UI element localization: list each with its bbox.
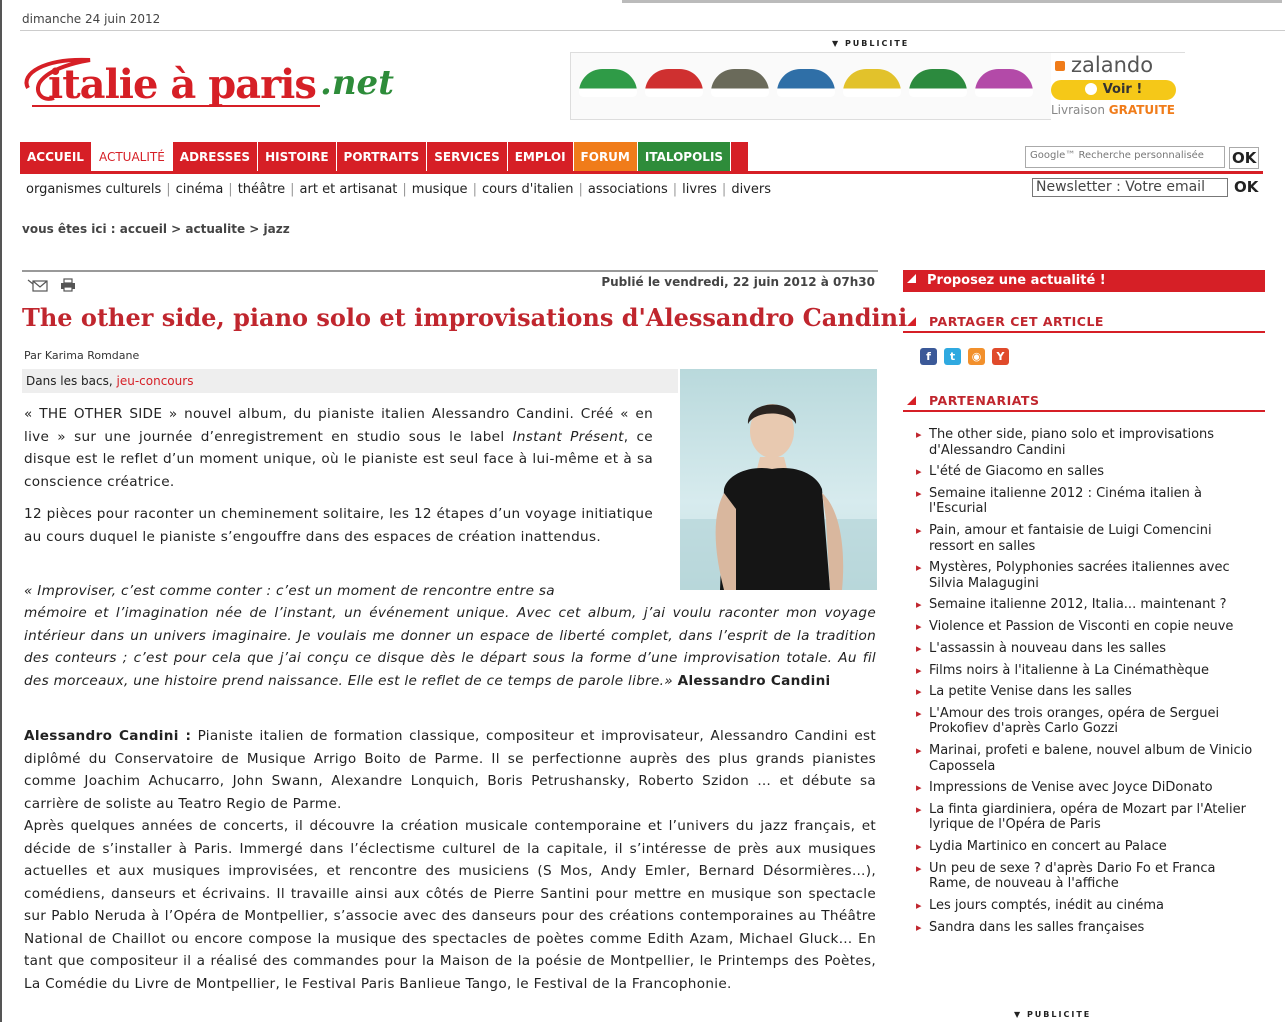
ad-banner[interactable] xyxy=(570,52,1185,120)
quote xyxy=(24,602,876,692)
article-title: The other side, piano solo et improvisations d'Alessandro Candini xyxy=(22,303,908,332)
partner-link[interactable]: ▸ The other side, piano solo et improvisations d'Alessandro Candini xyxy=(916,427,1256,458)
facebook-icon[interactable]: f xyxy=(920,348,937,365)
logo-suffix: .net xyxy=(320,63,394,103)
partners-heading: PARTENARIATS xyxy=(903,393,1265,412)
ad-shoe xyxy=(579,69,637,97)
p1-text-b: , ce disque est le reflet d’un moment unique, où le pianiste est seul face à lui-même et à sa conscience créatrice. xyxy=(24,428,653,490)
search-input[interactable]: Google™ Recherche personnalisée xyxy=(1025,146,1225,168)
article-top-rule xyxy=(22,270,878,272)
newsletter-email-input[interactable]: Newsletter : Votre email xyxy=(1032,178,1228,197)
artist-photo xyxy=(680,369,877,590)
header-date: dimanche 24 juin 2012 xyxy=(22,12,161,26)
quote-body: mémoire et l’imagination née de l’instant, un événement unique. Avec cet album, j’ai voulu raconter mon voyage intérieur dans un univers imaginaire. Je voulais me donner un espace de liberté complet, dans l’esprit de la tradition des conteurs ; c’est pour cela que j’ai conçu ce disque dès le départ sous la forme d’une improvisation totale. Au fil des morceaux, une histoire prend naissance. Elle est le reflet de ce temps de parole libre.» xyxy=(24,605,876,689)
partner-link[interactable]: ▸ Violence et Passion de Visconti en copie neuve xyxy=(916,619,1256,635)
subnav-item[interactable]: divers xyxy=(731,182,771,197)
partner-link[interactable]: ▸ La finta giardiniera, opéra de Mozart par l'Atelier lyrique de l'Opéra de Paris xyxy=(916,802,1256,833)
nav-item-emploi[interactable]: EMPLOI xyxy=(508,142,574,172)
search-ok-button[interactable]: OK xyxy=(1229,147,1259,169)
nav-item-accueil[interactable]: ACCUEIL xyxy=(20,142,92,172)
partner-link[interactable]: ▸ Lydia Martinico en concert au Palace xyxy=(916,839,1256,855)
partner-link[interactable]: ▸ Semaine italienne 2012 : Cinéma italien à l'Escurial xyxy=(916,486,1256,517)
partner-link[interactable]: ▸ L'été de Giacomo en salles xyxy=(916,464,1256,480)
nav-underline xyxy=(20,171,1263,174)
partner-link[interactable]: ▸ Impressions de Venise avec Joyce DiDonato xyxy=(916,780,1256,796)
partner-link[interactable]: ▸ L'assassin à nouveau dans les salles xyxy=(916,641,1256,657)
rss-icon[interactable]: ◉ xyxy=(968,348,985,365)
bio-name: Alessandro Candini : xyxy=(24,728,192,744)
ad-cta-button[interactable] xyxy=(1051,80,1176,100)
bio-paragraph-2: Après quelques années de concerts, il découvre la création musicale contemporaine et l’univers du jazz français, et décide de s’installer à Paris. Immergé dans l’éclectisme culturel de la capitale, il s’intéresse de près aux musiques actuelles et aux musiques improvisées, et rencontre des musiciens (S Mos, Andy Emler, Bernard Désormières…), comédiens, danseurs et écrivains. Il travaille ainsi aux côtés de Pierre Santini pour mettre en musique son spectacle sur Pablo Neruda à l’Opéra de Montpellier, s’associe avec des danseurs pour des créations contemporaines au Théâtre National de Chaillot ou encore compose la musique des spectacles de poètes comme Edith Azam, Michael Gluck… En tant que compositeur il a réalisé des commandes pour la Maison de la poésie de Montpellier, le Printemps des Poètes, La Comédie du Livre de Montpellier, le Festival Paris Banlieue Tango, le Festival de la Francophonie. xyxy=(24,818,876,992)
bio-paragraph-1 xyxy=(24,725,876,815)
ad-delivery-prefix: Livraison xyxy=(1051,103,1105,117)
partner-link[interactable]: ▸ Mystères, Polyphonies sacrées italiennes avec Silvia Malagugini xyxy=(916,560,1256,591)
zalando-panel xyxy=(1051,53,1186,121)
partner-link[interactable]: ▸ L'Amour des trois oranges, opéra de Serguei Prokofiev d'après Carlo Gozzi xyxy=(916,706,1256,737)
ad-label-text: PUBLICITE xyxy=(844,39,910,48)
subnav-item[interactable]: théâtre xyxy=(237,182,286,197)
logo-text: italie à paris xyxy=(48,61,316,108)
ad-label: ▼ PUBLICITE xyxy=(832,39,910,48)
publish-date: Publié le vendredi, 22 juin 2012 à 07h30 xyxy=(601,275,875,289)
section-prefix: Dans les bacs, xyxy=(26,374,113,388)
partner-link[interactable]: ▸ Semaine italienne 2012, Italia... maintenant ? xyxy=(916,597,1256,613)
nav-item-actualite[interactable]: ACTUALITÉ xyxy=(92,142,173,172)
ad-delivery xyxy=(1051,103,1175,117)
nav-item-italopolis[interactable]: ITALOPOLIS xyxy=(638,142,731,172)
paragraph-2: 12 pièces pour raconter un cheminement solitaire, les 12 étapes d’un voyage initiatique au cours duquel le pianiste s’engouffre dans des espaces de création inattendus. xyxy=(24,506,653,545)
ad-shoe xyxy=(777,69,835,97)
partners-list xyxy=(916,427,1256,941)
yahoo-icon[interactable]: Y xyxy=(992,348,1009,365)
ad-shoe xyxy=(975,69,1033,97)
subnav-item[interactable]: organismes culturels xyxy=(26,182,162,197)
newsletter-ok-button[interactable]: OK xyxy=(1234,178,1259,196)
share-icons xyxy=(920,348,1009,365)
ad-cta-label: Voir ! xyxy=(1102,82,1143,97)
quote-author: Alessandro Candini xyxy=(677,672,831,689)
quote-head: « Improviser, c’est comme conter : c’est un moment de rencontre entre sa xyxy=(24,583,555,599)
top-strip xyxy=(622,0,1282,3)
propose-news-button[interactable]: Proposez une actualité ! xyxy=(903,270,1265,292)
ad-shoe xyxy=(711,69,769,97)
paragraph-1 xyxy=(24,403,653,493)
zalando-icon xyxy=(1055,61,1065,71)
breadcrumb: vous êtes ici : accueil > actualite > jazz xyxy=(22,222,290,236)
subnav-item[interactable]: livres xyxy=(682,182,717,197)
main-nav xyxy=(20,142,748,172)
subnav-item[interactable]: cinéma xyxy=(175,182,224,197)
site-logo[interactable] xyxy=(20,52,400,114)
subnav-item[interactable]: art et artisanat xyxy=(299,182,398,197)
partner-link[interactable]: ▸ La petite Venise dans les salles xyxy=(916,684,1256,700)
email-icon[interactable] xyxy=(26,278,48,292)
print-icon[interactable] xyxy=(60,278,76,292)
partner-link[interactable]: ▸ Pain, amour et fantaisie de Luigi Comencini ressort en salles xyxy=(916,523,1256,554)
nav-item-adresses[interactable]: ADRESSES xyxy=(173,142,258,172)
header-divider xyxy=(20,30,1285,31)
nav-item-services[interactable]: SERVICES xyxy=(427,142,507,172)
play-icon xyxy=(1085,83,1097,95)
ad-shoe xyxy=(909,69,967,97)
article-tools xyxy=(26,278,76,292)
p1-label: Instant Présent xyxy=(512,428,624,445)
subnav-item[interactable]: cours d'italien xyxy=(481,182,574,197)
partner-link[interactable]: ▸ Un peu de sexe ? d'après Dario Fo et Franca Rame, de nouveau à l'affiche xyxy=(916,861,1256,892)
ad-shoe xyxy=(843,69,901,97)
p1-text-a: « THE OTHER SIDE » nouvel album, du pianiste italien Alessandro Candini. Créé « en live » sur une journée d’enregistrement en studio sous le label xyxy=(24,406,653,445)
sub-nav: organismes culturels | cinéma | théâtre | art et artisanat | musique | cours d'italien | associations | livres | divers xyxy=(26,182,771,197)
sidebar-ad-label-text: PUBLICITE xyxy=(1026,1010,1092,1019)
twitter-icon[interactable]: t xyxy=(944,348,961,365)
article-author: Par Karima Romdane xyxy=(24,349,140,362)
share-heading: PARTAGER CET ARTICLE xyxy=(903,314,1265,333)
sidebar-ad-label: ▼ PUBLICITE xyxy=(1014,1010,1092,1019)
partner-link[interactable]: ▸ Sandra dans les salles françaises xyxy=(916,920,1256,936)
nav-item-forum[interactable]: FORUM xyxy=(574,142,638,172)
ad-delivery-free: GRATUITE xyxy=(1108,103,1176,117)
zalando-brand: zalando xyxy=(1071,53,1154,77)
nav-item-histoire[interactable]: HISTOIRE xyxy=(258,142,336,172)
partner-link[interactable]: ▸ Les jours comptés, inédit au cinéma xyxy=(916,898,1256,914)
ad-shoe xyxy=(645,69,703,97)
partner-link[interactable]: ▸ Films noirs à l'italienne à La Cinémathèque xyxy=(916,663,1256,679)
article-section xyxy=(22,369,678,393)
section-link[interactable]: jeu-concours xyxy=(116,374,194,388)
subnav-item[interactable]: musique xyxy=(411,182,468,197)
subnav-item[interactable]: associations xyxy=(587,182,668,197)
nav-item-portraits[interactable]: PORTRAITS xyxy=(337,142,428,172)
bio-text-1: Pianiste italien de formation classique, compositeur et improvisateur, Alessandro Candini est diplômé du Conservatoire de Musique Arrigo Boito de Parme. Il se perfectionne auprès des plus grands pianistes comme Joachim Achucarro, John Swann, Alexandre Lonquich, Boris Petrushansky, Roberto Szidon … et débute sa carrière de soliste au Teatro Regio de Parme. xyxy=(24,728,876,812)
partner-link[interactable]: ▸ Marinai, profeti e balene, nouvel album de Vinicio Capossela xyxy=(916,743,1256,774)
